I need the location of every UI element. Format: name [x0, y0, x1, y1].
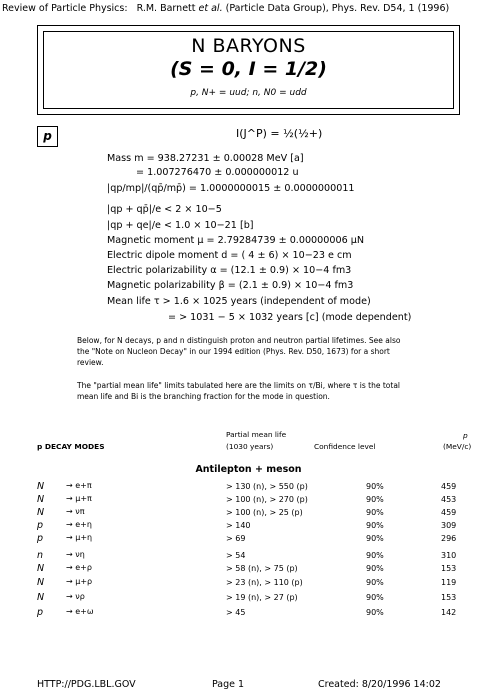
row-mode: → e+π [66, 481, 92, 490]
row-cl: 90% [366, 551, 384, 560]
footer-page: Page 1 [212, 679, 245, 690]
row-life: > 54 [226, 551, 246, 560]
row-cl: 90% [366, 534, 384, 543]
row-mode: → e+ω [66, 607, 94, 616]
property-mass: Mass m = 938.27231 ± 0.00028 MeV [a] [107, 153, 304, 164]
row-life: > 58 (n), > 75 (p) [226, 564, 298, 573]
row-life: > 100 (n), > 25 (p) [226, 508, 303, 517]
property-mean-life: Mean life τ > 1.6 × 1025 years (independent of mode) [107, 296, 371, 307]
property-electric-polarizability: Electric polarizability α = (12.1 ± 0.9) × 10−4 fm3 [107, 265, 352, 276]
col-partial-life-1: Partial mean life [226, 430, 287, 439]
property-mean-life-mode: = > 1031 − 5 × 1032 years [c] (mode dependent) [168, 312, 412, 323]
row-momentum: 459 [441, 482, 457, 491]
row-momentum: 453 [441, 495, 457, 504]
running-header [2, 3, 449, 14]
row-mode: → νρ [66, 592, 85, 601]
row-mode: → e+ρ [66, 563, 92, 572]
page-title: N BARYONS [191, 35, 306, 57]
row-particle: p [37, 607, 44, 618]
note-partial-mean-life: The "partial mean life" limits tabulated here are the limits on τ/Bi, where τ is the total mean life and Bi is the branching fraction for the mode in question. [77, 381, 401, 402]
quark-content: p, N+ = uud; n, N0 = udd [190, 88, 307, 98]
row-particle: p [37, 533, 44, 544]
row-momentum: 153 [441, 564, 457, 573]
row-life: > 19 (n), > 27 (p) [226, 593, 298, 602]
row-cl: 90% [366, 593, 384, 602]
footer-url[interactable]: HTTP://PDG.LBL.GOV [37, 679, 136, 690]
row-life: > 100 (n), > 270 (p) [226, 495, 308, 504]
col-momentum-2: (MeV/c) [443, 442, 472, 451]
row-mode: → μ+π [66, 494, 92, 503]
row-life: > 23 (n), > 110 (p) [226, 578, 303, 587]
row-cl: 90% [366, 608, 384, 617]
row-momentum: 153 [441, 593, 457, 602]
row-life: > 140 [226, 521, 251, 530]
isospin-spin-parity: I(J^P) = ½(½+) [236, 127, 323, 140]
row-particle: N [37, 563, 45, 574]
note-nucleon-decay: Below, for N decays, p and n distinguish proton and neutron partial lifetimes. See also the "Note on Nucleon Decay" in our 1994 edition (Phys. Rev. D50, 1673) for a short review. [77, 336, 401, 368]
particle-label: p [37, 126, 58, 147]
col-decay-modes: p DECAY MODES [37, 442, 105, 451]
row-mode: → νη [66, 550, 85, 559]
row-mode: → μ+ρ [66, 577, 93, 586]
property-charge-ratio: |qp/mp|/(qp̄/mp̄) = 1.0000000015 ± 0.0000000011 [107, 183, 355, 194]
row-momentum: 142 [441, 608, 457, 617]
authors-suffix: (Particle Data Group), Phys. Rev. D54, 1 (1996) [222, 3, 450, 14]
col-partial-life-2: (1030 years) [226, 442, 274, 451]
row-particle: N [37, 494, 45, 505]
row-cl: 90% [366, 482, 384, 491]
col-confidence-level: Confidence level [314, 442, 376, 451]
row-mode: → νπ [66, 507, 85, 516]
authors-etal: et al. [198, 3, 223, 14]
quantum-numbers: (S = 0, I = 1/2) [170, 58, 327, 80]
property-magnetic-moment: Magnetic moment μ = 2.79284739 ± 0.00000006 μN [107, 235, 365, 246]
footer-created: Created: 8/20/1996 14:02 [318, 679, 441, 690]
row-particle: N [37, 592, 45, 603]
row-mode: → μ+η [66, 533, 93, 542]
row-cl: 90% [366, 564, 384, 573]
row-cl: 90% [366, 578, 384, 587]
row-particle: N [37, 507, 45, 518]
row-particle: N [37, 577, 45, 588]
journal-name: Review of Particle Physics: [2, 3, 128, 14]
row-life: > 45 [226, 608, 246, 617]
property-charge-sum: |qp + qe|/e < 1.0 × 10−21 [b] [107, 220, 254, 231]
property-magnetic-polarizability: Magnetic polarizability β = (2.1 ± 0.9) × 10−4 fm3 [107, 280, 354, 291]
row-mode: → e+η [66, 520, 92, 529]
row-cl: 90% [366, 508, 384, 517]
authors-prefix: R.M. Barnett [136, 3, 199, 14]
row-particle: n [37, 550, 44, 561]
row-particle: p [37, 520, 44, 531]
col-momentum-1: p [463, 431, 468, 440]
row-momentum: 459 [441, 508, 457, 517]
row-momentum: 310 [441, 551, 457, 560]
row-cl: 90% [366, 521, 384, 530]
row-particle: N [37, 481, 45, 492]
property-electric-dipole: Electric dipole moment d = ( 4 ± 6) × 10−23 e cm [107, 250, 352, 261]
row-life: > 130 (n), > 550 (p) [226, 482, 308, 491]
row-momentum: 119 [441, 578, 457, 587]
row-momentum: 309 [441, 521, 457, 530]
row-cl: 90% [366, 495, 384, 504]
property-charge-diff: |qp + qp̄|/e < 2 × 10−5 [107, 204, 222, 215]
section-heading: Antilepton + meson [195, 464, 302, 475]
row-momentum: 296 [441, 534, 457, 543]
row-life: > 69 [226, 534, 246, 543]
property-mass-u: = 1.007276470 ± 0.000000012 u [136, 167, 299, 178]
